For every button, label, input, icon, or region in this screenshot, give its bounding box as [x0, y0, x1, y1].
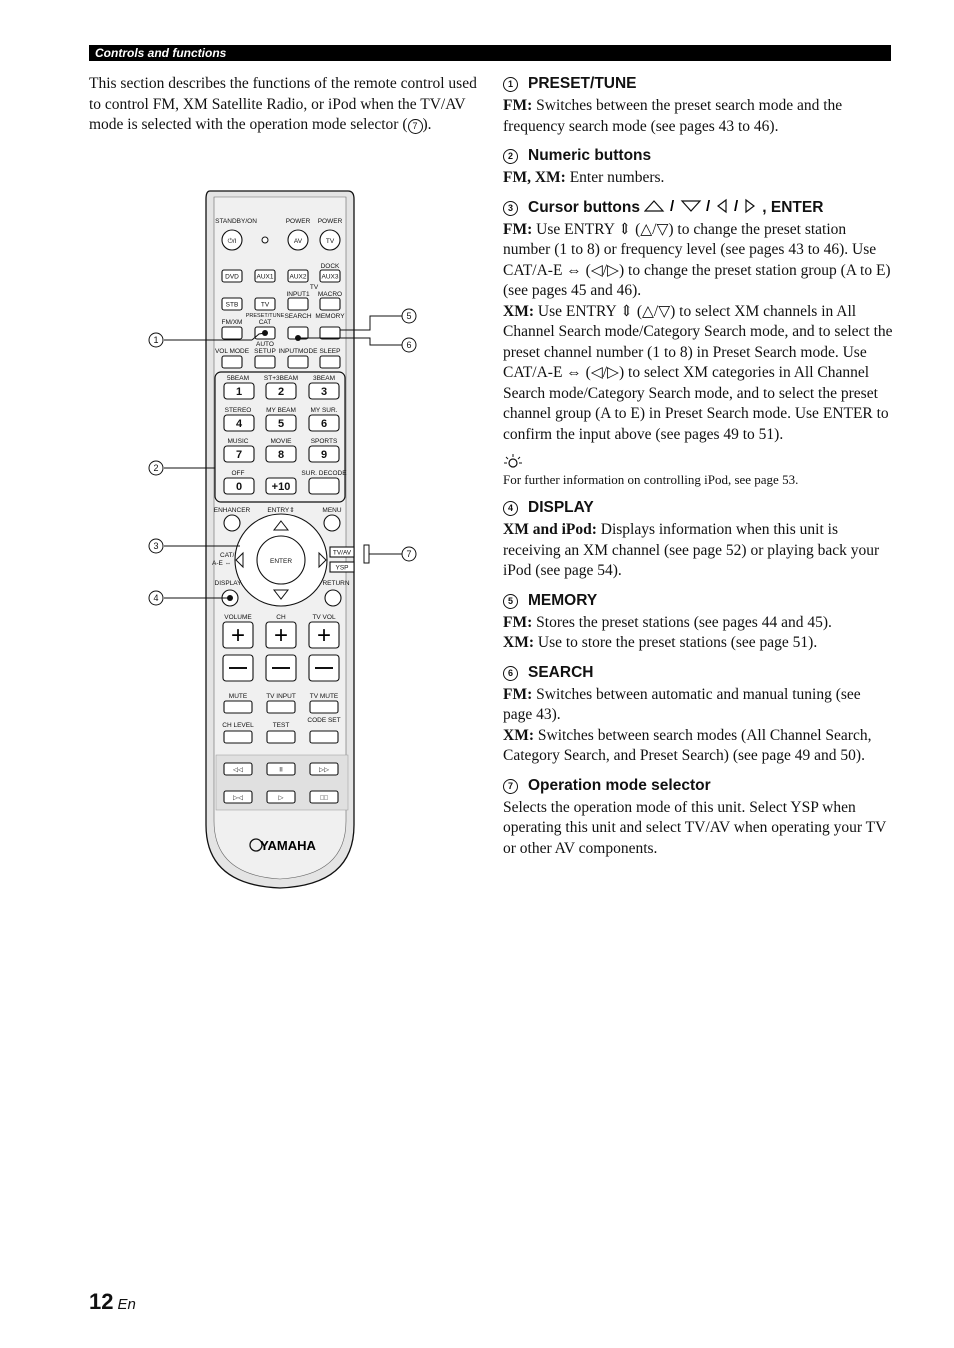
section-cursor-buttons — [503, 198, 893, 490]
section-title: MEMORY — [528, 591, 598, 609]
section-preset-tune — [503, 74, 893, 137]
test-button[interactable] — [267, 731, 295, 743]
memory-label: MEMORY — [315, 313, 345, 320]
section-number: 4 — [503, 501, 518, 516]
macro-label: MACRO — [317, 291, 343, 298]
stb-label: STB — [225, 301, 239, 309]
section-title: Numeric buttons — [528, 147, 652, 164]
section-operation-mode — [503, 776, 893, 860]
dock-label: DOCK — [320, 263, 340, 270]
aux2-label: AUX2 — [289, 273, 307, 281]
num-label-2: ST+3BEAM — [263, 375, 299, 382]
input1-label: INPUT1 — [286, 291, 310, 298]
tip-icon — [503, 453, 893, 469]
tvvol-label: TV VOL — [312, 614, 336, 621]
num-label-off: OFF — [231, 470, 245, 477]
preset-tune-label: PRESET/TUNE — [245, 313, 285, 319]
enter-label: ENTER — [269, 558, 293, 565]
digit-8: 8 — [277, 449, 285, 461]
standby-label: STANDBY/ON — [215, 218, 257, 225]
digit-7: 7 — [235, 449, 243, 461]
digit-3: 3 — [320, 386, 328, 398]
ch-label: CH — [276, 614, 286, 621]
codeset-button[interactable] — [310, 731, 338, 743]
tvmute-label: TV MUTE — [309, 693, 339, 700]
page-language: En — [117, 1296, 136, 1313]
intro-end: ). — [422, 116, 432, 133]
num-label-8: MOVIE — [270, 438, 292, 445]
section-title: Cursor buttons — [528, 198, 640, 216]
fmxm-label: FM/XM — [221, 319, 243, 326]
dvd-label: DVD — [225, 273, 239, 281]
num-label-1: 5BEAM — [226, 375, 250, 382]
skip-back-icon: ▷◁ — [233, 794, 243, 802]
codeset-label: CODE SET — [307, 717, 341, 724]
standby-symbol: ⏻/I — [227, 238, 237, 245]
callout-1-number: 1 — [153, 335, 159, 345]
section-title-suffix: , ENTER — [762, 198, 824, 216]
callout-4-number: 4 — [153, 593, 159, 603]
return-button[interactable] — [325, 590, 341, 606]
enhancer-label: ENHANCER — [213, 507, 251, 514]
intro-paragraph — [89, 74, 477, 136]
section-number: 5 — [503, 594, 518, 609]
line-label: XM: — [503, 302, 534, 320]
chlevel-button[interactable] — [224, 731, 252, 743]
line-label: FM: — [503, 685, 533, 703]
section-number: 7 — [503, 779, 518, 794]
tv-label: TV — [260, 301, 270, 309]
line-text: Switches between automatic and manual tuning (see page 43). — [503, 685, 861, 723]
menu-label: MENU — [322, 507, 342, 514]
sleep-label: SLEEP — [319, 348, 341, 355]
sur-decode-button[interactable] — [309, 478, 339, 494]
aux1-label: AUX1 — [256, 273, 274, 281]
section-title: SEARCH — [528, 663, 594, 681]
line-label: FM: — [503, 97, 533, 114]
num-label-6: MY SUR. — [310, 407, 338, 414]
power-av-label: POWER — [285, 218, 311, 225]
section-number: 2 — [503, 149, 518, 164]
num-label-9: SPORTS — [310, 438, 338, 445]
fmxm-button[interactable] — [222, 327, 242, 339]
setup-label: SETUP — [254, 348, 276, 355]
line-label: FM, XM: — [503, 169, 566, 186]
digit-5: 5 — [277, 418, 285, 430]
callout-7-number: 7 — [406, 549, 412, 559]
section-title: DISPLAY — [528, 499, 594, 516]
section-number: 1 — [503, 77, 518, 92]
tip-text: For further information on controlling iPod, see page 53. — [503, 472, 799, 487]
tv-small-label: TV — [309, 284, 319, 291]
inputmode-label: INPUTMODE — [278, 348, 318, 355]
section-title: Operation mode selector — [528, 776, 711, 794]
callout-2-number: 2 — [153, 463, 159, 473]
svg-text:/: / — [734, 197, 739, 214]
return-label: RETURN — [322, 580, 350, 587]
skip-forward-icon: □□ — [320, 794, 328, 802]
inputmode-button[interactable] — [288, 356, 308, 368]
section-search — [503, 663, 893, 767]
section-numeric-buttons — [503, 146, 893, 189]
fast-forward-icon: ▷▷ — [319, 766, 329, 774]
search-label: SEARCH — [284, 313, 312, 320]
enhancer-button[interactable] — [224, 515, 240, 531]
memory-button[interactable] — [320, 327, 340, 339]
power-av-text: AV — [293, 238, 303, 245]
volume-label: VOLUME — [224, 614, 252, 621]
digit-2: 2 — [277, 386, 285, 398]
rewind-icon: ◁◁ — [233, 766, 243, 774]
indicator-led — [262, 237, 268, 243]
section-display — [503, 498, 893, 582]
chlevel-label: CH LEVEL — [222, 722, 254, 729]
plus-icon: + — [316, 622, 332, 649]
remote-control-illustration — [140, 185, 420, 895]
plus-icon: + — [273, 622, 289, 649]
plus-icon: + — [230, 622, 246, 649]
ysp-label: YSP — [335, 564, 349, 572]
page-number — [89, 1289, 136, 1315]
operation-mode-selector[interactable] — [364, 545, 369, 563]
ae-side-label: A-E ⇔ — [212, 560, 232, 567]
digit-4: 4 — [235, 418, 243, 430]
line-label: XM: — [503, 634, 534, 651]
svg-text:/: / — [670, 197, 675, 214]
function-list — [503, 74, 893, 868]
tvinput-label: TV INPUT — [266, 693, 296, 700]
display-label: DISPLAY — [214, 580, 242, 587]
num-label-5: MY BEAM — [266, 407, 296, 414]
aux3-label: AUX3 — [321, 273, 339, 281]
line-text: Selects the operation mode of this unit. Select YSP when operating this unit and select TV/AV when operating your TV or other AV components. — [503, 798, 886, 857]
input1-button[interactable] — [288, 298, 308, 310]
line-text: Stores the preset stations (see pages 44 and 45). — [532, 613, 832, 631]
setup-button[interactable] — [255, 356, 275, 368]
digit-0: 0 — [235, 481, 243, 493]
sleep-button[interactable] — [320, 356, 340, 368]
volmode-button[interactable] — [222, 356, 242, 368]
volmode-label: VOL MODE — [214, 348, 250, 355]
section-memory — [503, 591, 893, 654]
brand-logo: YAMAHA — [260, 838, 316, 853]
num-label-7: MUSIC — [227, 438, 249, 445]
section-number: 6 — [503, 666, 518, 681]
intro-text: This section describes the functions of the remote control used to control FM, XM Satellite Radio, or iPod when the TV/AV mode is selected with the operation mode selector ( — [89, 75, 477, 133]
digit-1: 1 — [235, 386, 243, 398]
line-label: XM: — [503, 726, 534, 744]
digit-6: 6 — [320, 418, 328, 430]
line-text: Switches between the preset search mode and the frequency search mode (see pages 43 to 46). — [503, 97, 843, 135]
tvav-label: TV/AV — [332, 549, 352, 557]
section-header-bar — [89, 45, 891, 61]
tvmute-button[interactable] — [310, 701, 338, 713]
auto-label: AUTO — [256, 341, 274, 348]
entry-label: ENTRY⇕ — [267, 507, 295, 514]
transport-area — [216, 755, 348, 810]
line-text: Switches between search modes (All Channel Search, Category Search, and Preset Search) (see page 49 and 50). — [503, 726, 872, 764]
mute-label: MUTE — [228, 693, 248, 700]
power-tv-label: POWER — [317, 218, 343, 225]
section-number: 3 — [503, 201, 518, 216]
play-icon: ▷ — [278, 794, 284, 802]
callout-6-number: 6 — [406, 340, 412, 350]
cat-label: CAT — [258, 319, 272, 326]
line-label: FM: — [503, 613, 533, 631]
section-title: PRESET/TUNE — [528, 75, 637, 92]
page-number-value: 12 — [89, 1289, 114, 1314]
cat-side-label: CAT/ — [220, 552, 235, 559]
num-label-3: 3BEAM — [312, 375, 336, 382]
line-text: Use to store the preset stations (see page 51). — [534, 634, 818, 651]
digit-plus10: +10 — [271, 481, 291, 493]
line-text: Use ENTRY ⇕ (△/▽) to select XM channels in All Channel Search mode/Category Search mode, and to select the preset channel number (1 to 8) in Preset Search mode. Use CAT/A-E ⇔ (◁/▷) to select XM categories in All Channel Search mode/Category Search mode, and to select the preset channel group (A to E) in Preset Search mode. Use ENTER to confirm the input above (see pages 49 to 51). — [503, 302, 893, 443]
pause-icon: II — [279, 766, 283, 774]
section-header-title: Controls and functions — [95, 46, 227, 60]
mute-button[interactable] — [224, 701, 252, 713]
macro-button[interactable] — [320, 298, 340, 310]
digit-9: 9 — [320, 449, 328, 461]
callout-3-number: 3 — [153, 541, 159, 551]
num-label-4: STEREO — [224, 407, 252, 414]
line-text: Use ENTRY ⇕ (△/▽) to change the preset station number (1 to 8) or frequency level (see pages 43 to 46). Use CAT/A-E ⇔ (◁/▷) to change the preset station group (A to E) (see pages 45 and 46). — [503, 220, 891, 299]
line-label: FM: — [503, 220, 533, 238]
line-text: Enter numbers. — [565, 169, 665, 186]
tvinput-button[interactable] — [267, 701, 295, 713]
callout-5-number: 5 — [406, 311, 412, 321]
menu-button[interactable] — [324, 515, 340, 531]
line-text: Displays information when this unit is receiving an XM channel (see page 52) or playing back your iPod (see page 54). — [503, 521, 880, 579]
power-tv-text: TV — [325, 238, 335, 245]
svg-text:/: / — [706, 197, 711, 214]
ref-circle: 7 — [408, 119, 423, 134]
num-label-sur-decode: SUR. DECODE — [301, 470, 347, 477]
line-label: XM and iPod: — [503, 521, 597, 538]
cursor-arrows-icon — [644, 198, 762, 214]
test-label: TEST — [272, 722, 290, 729]
